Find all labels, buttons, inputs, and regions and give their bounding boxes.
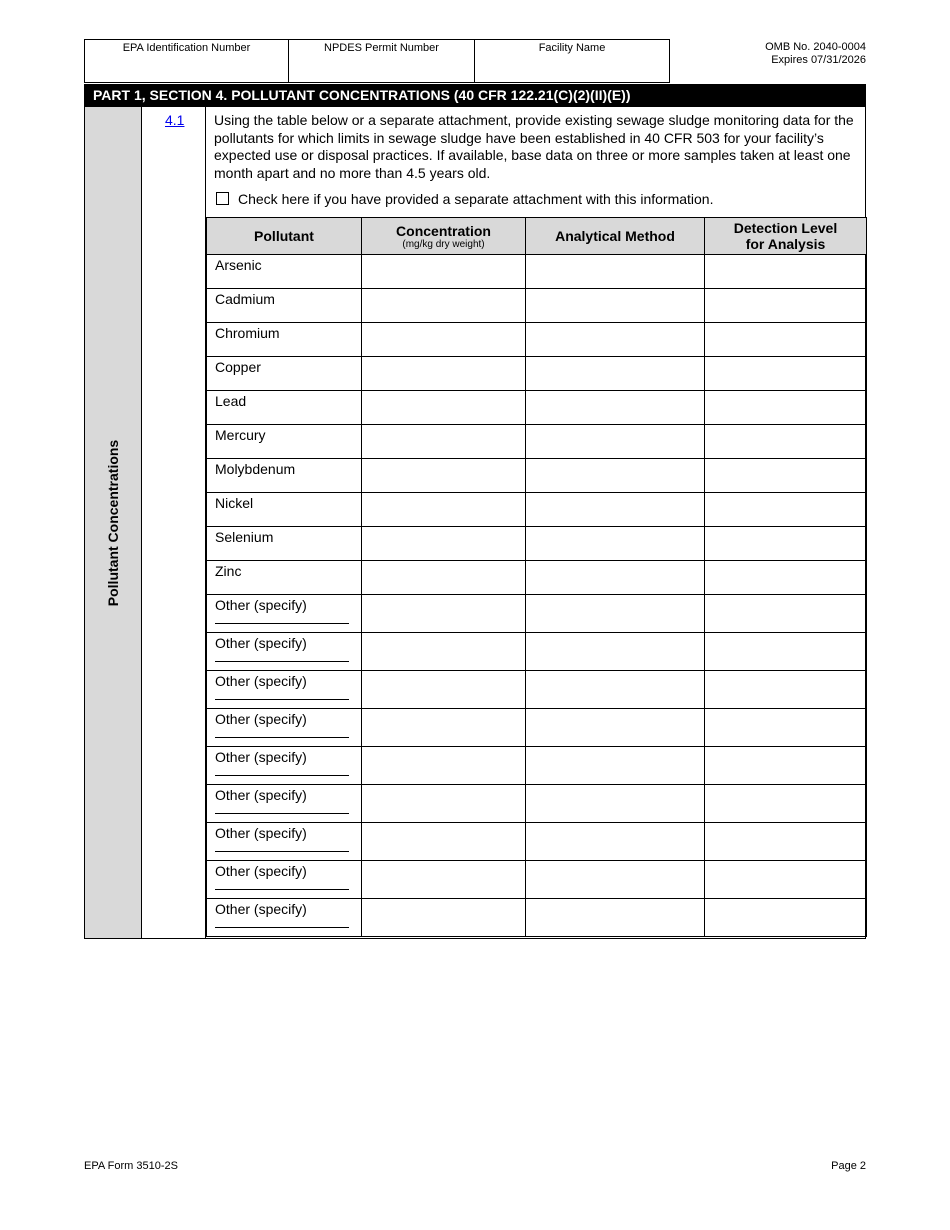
concentration-cell[interactable] [362,595,526,633]
analytical-method-cell[interactable] [526,357,705,391]
header-detection-line1: Detection Level [733,220,838,236]
table-row [207,289,867,323]
pollutant-name: Chromium [215,325,280,341]
table-row [207,391,867,425]
other-specify-label: Other (specify) [215,863,307,879]
attachment-checkbox[interactable] [216,192,229,205]
pollutant-cell [207,289,362,323]
detection-level-cell[interactable] [705,323,867,357]
table-row-other [207,823,867,861]
concentration-cell[interactable] [362,633,526,671]
section-frame [84,107,866,939]
analytical-method-cell[interactable] [526,391,705,425]
table-row [207,425,867,459]
table-header-row [207,218,867,255]
form-header [84,39,866,84]
detection-level-cell[interactable] [705,289,867,323]
detection-level-cell[interactable] [705,899,867,937]
omb-expires: Expires 07/31/2026 [771,54,866,66]
pollutant-cell [207,671,362,709]
analytical-method-cell[interactable] [526,785,705,823]
analytical-method-cell[interactable] [526,709,705,747]
pollutant-cell [207,527,362,561]
form-number: EPA Form 3510-2S [84,1160,178,1172]
detection-level-cell[interactable] [705,861,867,899]
other-specify-input[interactable] [215,737,349,738]
analytical-method-cell[interactable] [526,823,705,861]
concentration-cell[interactable] [362,709,526,747]
pollutant-cell [207,785,362,823]
concentration-cell[interactable] [362,899,526,937]
attachment-checkbox-label: Check here if you have provided a separate attachment with this information. [238,191,714,207]
other-specify-input[interactable] [215,851,349,852]
analytical-method-cell[interactable] [526,747,705,785]
table-row-other [207,709,867,747]
concentration-cell[interactable] [362,493,526,527]
pollutant-name: Cadmium [215,291,275,307]
attachment-check-row [216,191,713,207]
table-row [207,459,867,493]
other-specify-label: Other (specify) [215,787,307,803]
table-row-other [207,747,867,785]
pollutant-cell [207,861,362,899]
analytical-method-cell[interactable] [526,561,705,595]
concentration-cell[interactable] [362,255,526,289]
pollutant-cell [207,255,362,289]
detection-level-cell[interactable] [705,357,867,391]
other-specify-input[interactable] [215,661,349,662]
detection-level-cell[interactable] [705,493,867,527]
pollutant-cell [207,459,362,493]
table-row [207,323,867,357]
header-pollutant: Pollutant [207,218,362,255]
facility-name-field[interactable] [474,39,670,83]
detection-level-cell[interactable] [705,785,867,823]
pollutant-cell [207,323,362,357]
header-concentration [362,218,526,255]
other-specify-label: Other (specify) [215,635,307,651]
header-analytical-method: Analytical Method [526,218,705,255]
header-detection-line2: for Analysis [745,236,826,252]
pollutant-cell [207,595,362,633]
pollutant-name: Mercury [215,427,266,443]
other-specify-input[interactable] [215,927,349,928]
analytical-method-cell[interactable] [526,899,705,937]
omb-info [670,39,866,83]
analytical-method-cell[interactable] [526,323,705,357]
detection-level-cell[interactable] [705,391,867,425]
concentration-cell[interactable] [362,747,526,785]
table-row-other [207,861,867,899]
analytical-method-cell[interactable] [526,595,705,633]
detection-level-cell[interactable] [705,633,867,671]
other-specify-label: Other (specify) [215,825,307,841]
item-number-column [142,107,206,938]
detection-level-cell[interactable] [705,709,867,747]
detection-level-cell[interactable] [705,527,867,561]
pollutant-table [206,217,867,937]
pollutant-name: Nickel [215,495,254,511]
table-row [207,561,867,595]
pollutant-cell [207,899,362,937]
detection-level-cell[interactable] [705,425,867,459]
pollutant-name: Arsenic [215,257,262,273]
epa-id-label: EPA Identification Number [122,42,251,54]
concentration-cell[interactable] [362,323,526,357]
table-row-other [207,785,867,823]
pollutant-cell [207,493,362,527]
concentration-cell[interactable] [362,785,526,823]
analytical-method-cell[interactable] [526,459,705,493]
other-specify-label: Other (specify) [215,673,307,689]
analytical-method-cell[interactable] [526,861,705,899]
section-title: PART 1, SECTION 4. POLLUTANT CONCENTRATIONS (40 CFR 122.21(C)(2)(II)(E)) [84,84,866,107]
concentration-cell[interactable] [362,671,526,709]
pollutant-cell [207,633,362,671]
other-specify-label: Other (specify) [215,711,307,727]
table-row-other [207,633,867,671]
concentration-cell[interactable] [362,425,526,459]
concentration-cell[interactable] [362,391,526,425]
concentration-cell[interactable] [362,561,526,595]
facility-name-label: Facility Name [538,42,606,54]
pollutant-cell [207,747,362,785]
other-specify-input[interactable] [215,623,349,624]
pollutant-name: Molybdenum [215,461,296,477]
header-detection-level [705,218,867,255]
analytical-method-cell[interactable] [526,493,705,527]
header-concentration-unit: (mg/kg dry weight) [402,238,485,250]
table-row-other [207,899,867,937]
side-label [85,107,142,938]
item-number-link[interactable]: 4.1 [165,112,185,128]
detection-level-cell[interactable] [705,595,867,633]
pollutant-cell [207,561,362,595]
side-label-text: Pollutant Concentrations [105,439,121,606]
pollutant-name: Copper [215,359,261,375]
concentration-cell[interactable] [362,357,526,391]
concentration-cell[interactable] [362,527,526,561]
pollutant-name: Lead [215,393,247,409]
npdes-permit-label: NPDES Permit Number [324,42,439,54]
epa-id-field[interactable] [84,39,289,83]
concentration-cell[interactable] [362,823,526,861]
pollutant-cell [207,391,362,425]
pollutant-name: Selenium [215,529,274,545]
concentration-cell[interactable] [362,289,526,323]
concentration-cell[interactable] [362,861,526,899]
analytical-method-cell[interactable] [526,527,705,561]
other-specify-input[interactable] [215,775,349,776]
detection-level-cell[interactable] [705,823,867,861]
table-row [207,255,867,289]
table-row [207,527,867,561]
other-specify-label: Other (specify) [215,597,307,613]
analytical-method-cell[interactable] [526,633,705,671]
omb-number: OMB No. 2040-0004 [765,41,866,53]
detection-level-cell[interactable] [705,459,867,493]
pollutant-name: Zinc [215,563,242,579]
other-specify-input[interactable] [215,699,349,700]
pollutant-table-body [207,255,867,937]
analytical-method-cell[interactable] [526,255,705,289]
pollutant-cell [207,823,362,861]
page-number: Page 2 [831,1160,866,1172]
detection-level-cell[interactable] [705,255,867,289]
pollutant-cell [207,357,362,391]
table-row-other [207,671,867,709]
other-specify-input[interactable] [215,813,349,814]
detection-level-cell[interactable] [705,671,867,709]
pollutant-cell [207,425,362,459]
table-row [207,357,867,391]
instructions-text: Using the table below or a separate attachment, provide existing sewage sludge monitoring data for the pollutants for which limits in sewage sludge have been established in 40 CFR 503 for your facility’s expected use or disposal practices. If available, base data on three or more samples taken at least one month apart and no more than 4.5 years old. [214,112,854,181]
detection-level-cell[interactable] [705,561,867,595]
header-concentration-title: Concentration [396,222,491,239]
analytical-method-cell[interactable] [526,671,705,709]
detection-level-cell[interactable] [705,747,867,785]
concentration-cell[interactable] [362,459,526,493]
other-specify-input[interactable] [215,889,349,890]
other-specify-label: Other (specify) [215,901,307,917]
table-row-other [207,595,867,633]
analytical-method-cell[interactable] [526,425,705,459]
npdes-permit-field[interactable] [288,39,475,83]
other-specify-label: Other (specify) [215,749,307,765]
analytical-method-cell[interactable] [526,289,705,323]
pollutant-cell [207,709,362,747]
table-row [207,493,867,527]
